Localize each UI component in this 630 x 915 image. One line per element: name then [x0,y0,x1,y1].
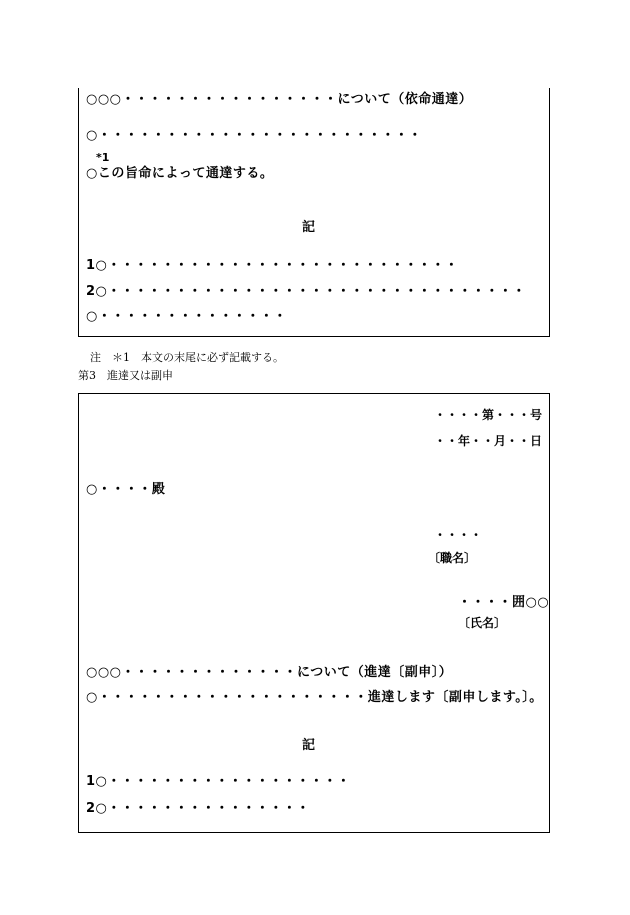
list-item-2: 2○・・・・・・・・・・・・・・・・・・・・・・・・・・・・・・・ [86,284,526,299]
document-number: ・・・・第・・・号 [434,408,543,422]
sender-post: 〔職名〕 [428,551,477,565]
document-date: ・・年・・月・・日 [434,434,543,448]
body-line: ○・・・・・・・・・・・・・・・・・・・・・・・・ [86,128,422,143]
ki-heading: 記 [302,220,316,235]
notice-frame-2 [78,393,550,833]
sender-name-seal: ・・・・囲○○ [458,595,550,610]
list-item-1: 1○・・・・・・・・・・・・・・・・・・・・・・・・・・ [86,258,459,273]
addressee: ○・・・・殿 [86,482,166,497]
note-marker: *1 [96,151,110,164]
sender-dots: ・・・・ [434,528,483,542]
ki-heading: 記 [302,738,316,753]
body-line: ○・・・・・・・・・・・・・・・・・・・・進達します〔副申します。〕。 [86,690,543,705]
list-item-1: 1○・・・・・・・・・・・・・・・・・・ [86,774,351,789]
subject-line: ○○○・・・・・・・・・・・・・について（進達〔副申〕） [86,665,453,680]
list-item-2: 2○・・・・・・・・・・・・・・・ [86,801,310,816]
sender-name: 〔氏名〕 [458,616,507,630]
list-item-3: ○・・・・・・・・・・・・・・ [86,309,287,324]
subject-line: ○○○・・・・・・・・・・・・・・・・について（依命通達） [86,92,473,107]
closing-line: ○この旨命によって通達する。 [86,166,274,181]
section-heading: 第3 進達又は副申 [78,369,173,382]
footnote: 注 ＊1 本文の末尾に必ず記載する。 [90,351,284,364]
